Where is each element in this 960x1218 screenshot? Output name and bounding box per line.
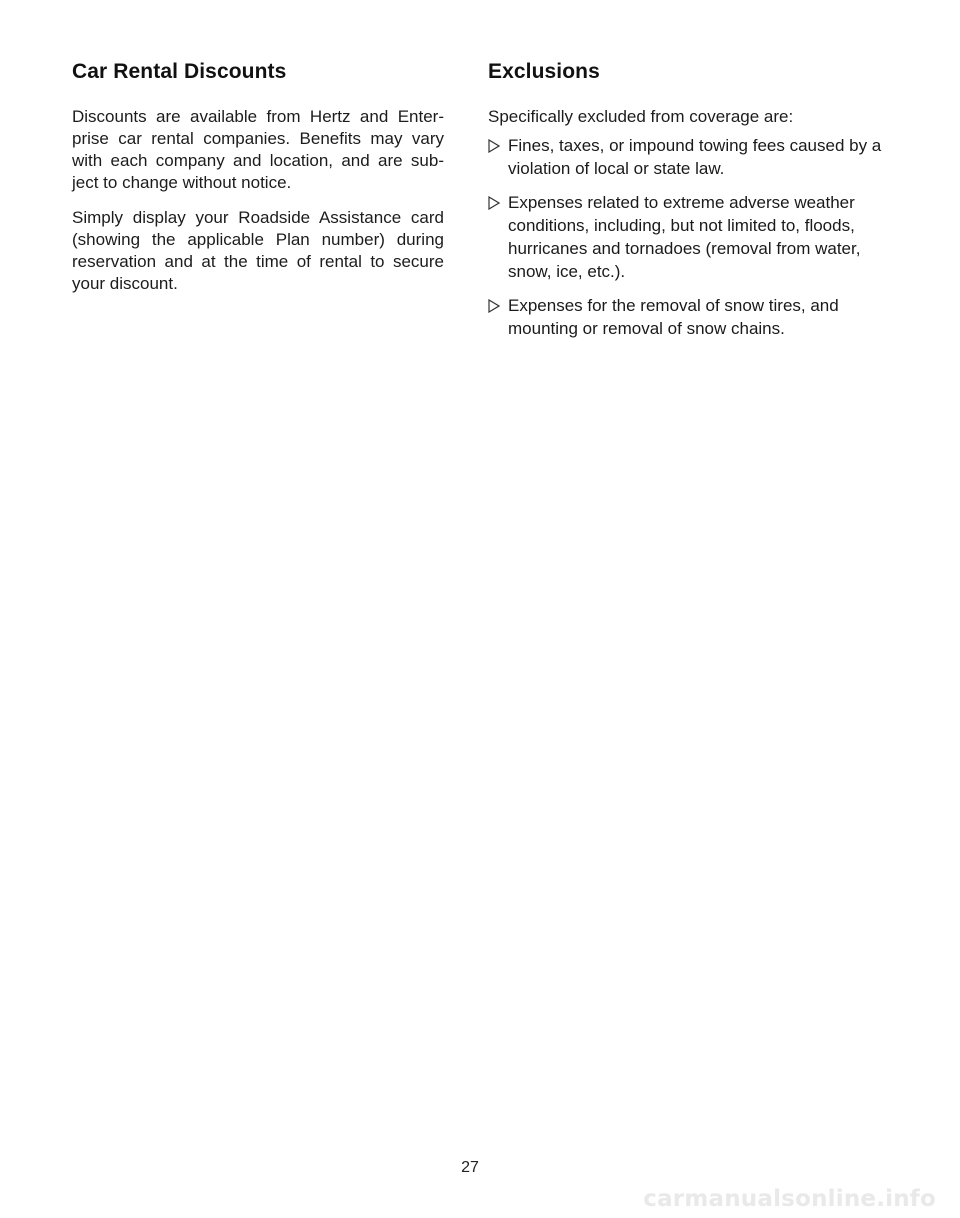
triangle-right-outline-icon (488, 139, 500, 153)
paragraph-line: your discount. (72, 274, 178, 293)
page-number: 27 (461, 1159, 479, 1176)
exclusions-heading: Exclusions (488, 60, 600, 83)
triangle-right-outline-icon (488, 299, 500, 313)
paragraph-line: Simply display your Roadside Assistance card (72, 208, 444, 227)
car-rental-discounts-paragraph-1 (72, 106, 444, 194)
triangle-right-outline-icon (488, 196, 500, 210)
paragraph-line: prise car rental companies. Benefits may vary (72, 129, 444, 148)
exclusions-section (488, 58, 888, 351)
list-item-text: Expenses for the removal of snow tires, and mounting or removal of snow chains. (508, 296, 839, 338)
list-item-text: Fines, taxes, or impound towing fees caused by a violation of local or state law. (508, 136, 882, 178)
paragraph-line: Discounts are available from Hertz and Enter- (72, 107, 444, 126)
list-item-text: Expenses related to extreme adverse weather conditions, including, but not limited to, floods, hurricanes and tornadoes (removal from water, snow, ice, etc.). (508, 193, 861, 281)
paragraph-line: (showing the applicable Plan number) during (72, 230, 444, 249)
exclusions-intro: Specifically excluded from coverage are: (488, 107, 794, 126)
list-item (488, 294, 888, 340)
list-item (488, 134, 888, 180)
car-rental-discounts-heading: Car Rental Discounts (72, 60, 287, 83)
car-rental-discounts-paragraph-2 (72, 207, 444, 295)
paragraph-spacer (72, 194, 444, 207)
exclusions-list (488, 134, 888, 340)
paragraph-line: reservation and at the time of rental to secure (72, 252, 444, 271)
paragraph-line: with each company and location, and are sub- (72, 151, 444, 170)
car-rental-discounts-section (72, 58, 444, 295)
paragraph-line: ject to change without notice. (72, 173, 292, 192)
watermark: carmanualsonline.info (643, 1186, 936, 1212)
list-item (488, 191, 888, 283)
